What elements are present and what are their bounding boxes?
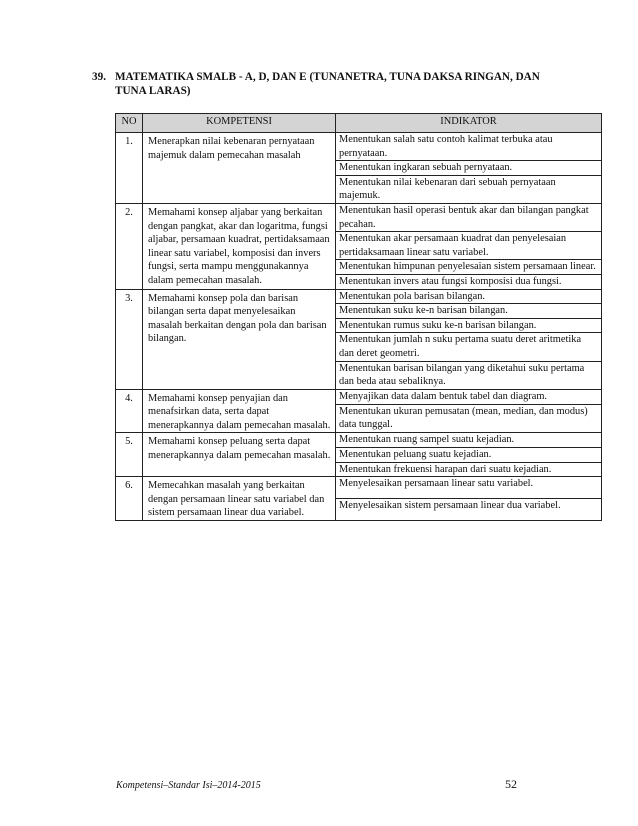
section-number: 39. bbox=[92, 71, 106, 83]
heading-text-1: MATEMATIKA SMALB - A, D, DAN E (TUNANETRA, TUNA DAKSA RINGAN, DAN bbox=[115, 71, 540, 83]
indikator-cell: Menentukan suku ke-n barisan bilangan. bbox=[336, 304, 602, 319]
heading-line-2: TUNA LARAS) bbox=[115, 85, 191, 97]
indikator-cell: Menentukan peluang suatu kejadian. bbox=[336, 448, 602, 463]
competency-table bbox=[115, 113, 602, 521]
table-body bbox=[116, 133, 602, 521]
header-indikator: INDIKATOR bbox=[336, 114, 602, 133]
table-row bbox=[116, 433, 602, 448]
kompetensi-cell: Memahami konsep penyajian dan menafsirkan data, serta dapat menerapkannya dalam pemecahan masalah. bbox=[143, 389, 336, 433]
kompetensi-cell: Memahami konsep aljabar yang berkaitan dengan pangkat, akar dan logaritma, fungsi aljabar, persamaan kuadrat, pertidaksamaan linear satu variabel, komposisi dan invers fungsi, serta mampu menggunakannya dalam pemecahan masalah. bbox=[143, 203, 336, 289]
footer-title: Kompetensi–Standar Isi–2014-2015 bbox=[116, 780, 261, 791]
kompetensi-cell: Memahami konsep pola dan barisan bilangan serta dapat menyelesaikan masalah berkaitan dengan pola dan barisan bilangan. bbox=[143, 289, 336, 389]
kompetensi-cell: Memecahkan masalah yang berkaitan dengan persamaan linear satu variabel dan sistem persamaan linear dua variabel. bbox=[143, 477, 336, 521]
table-row bbox=[116, 133, 602, 161]
kompetensi-cell: Memahami konsep peluang serta dapat menerapkannya dalam pemecahan masalah. bbox=[143, 433, 336, 477]
indikator-cell: Menyelesaikan persamaan linear satu variabel. bbox=[336, 477, 602, 499]
table-header-row bbox=[116, 114, 602, 133]
indikator-cell: Menentukan jumlah n suku pertama suatu deret aritmetika dan deret geometri. bbox=[336, 333, 602, 361]
indikator-cell: Menentukan ukuran pemusatan (mean, median, dan modus) data tunggal. bbox=[336, 404, 602, 433]
indikator-cell: Menentukan salah satu contoh kalimat terbuka atau pernyataan. bbox=[336, 133, 602, 161]
indikator-cell: Menentukan pola barisan bilangan. bbox=[336, 289, 602, 304]
page-number: 52 bbox=[505, 777, 517, 791]
row-number: 3. bbox=[116, 289, 143, 389]
indikator-cell: Menentukan ingkaran sebuah pernyataan. bbox=[336, 161, 602, 176]
indikator-cell: Menentukan invers atau fungsi komposisi dua fungsi. bbox=[336, 274, 602, 289]
header-kompetensi: KOMPETENSI bbox=[143, 114, 336, 133]
indikator-cell: Menentukan ruang sampel suatu kejadian. bbox=[336, 433, 602, 448]
table-row bbox=[116, 389, 602, 404]
table-row bbox=[116, 203, 602, 231]
row-number: 1. bbox=[116, 133, 143, 204]
row-number: 2. bbox=[116, 203, 143, 289]
row-number: 5. bbox=[116, 433, 143, 477]
indikator-cell: Menyajikan data dalam bentuk tabel dan diagram. bbox=[336, 389, 602, 404]
indikator-cell: Menentukan akar persamaan kuadrat dan penyelesaian pertidaksamaan linear satu variabel. bbox=[336, 232, 602, 260]
section-heading bbox=[92, 70, 592, 98]
indikator-cell: Menentukan rumus suku ke-n barisan bilangan. bbox=[336, 318, 602, 333]
heading-line-1 bbox=[92, 70, 592, 84]
header-no: NO bbox=[116, 114, 143, 133]
kompetensi-cell: Menerapkan nilai kebenaran pernyataan majemuk dalam pemecahan masalah bbox=[143, 133, 336, 204]
table-row bbox=[116, 477, 602, 499]
row-number: 4. bbox=[116, 389, 143, 433]
indikator-cell: Menentukan hasil operasi bentuk akar dan bilangan pangkat pecahan. bbox=[336, 203, 602, 231]
indikator-cell: Menyelesaikan sistem persamaan linear dua variabel. bbox=[336, 499, 602, 521]
indikator-cell: Menentukan himpunan penyelesaian sistem persamaan linear. bbox=[336, 260, 602, 275]
indikator-cell: Menentukan nilai kebenaran dari sebuah pernyataan majemuk. bbox=[336, 175, 602, 203]
indikator-cell: Menentukan barisan bilangan yang diketahui suku pertama dan beda atau sebaliknya. bbox=[336, 361, 602, 389]
indikator-cell: Menentukan frekuensi harapan dari suatu kejadian. bbox=[336, 462, 602, 477]
table-row bbox=[116, 289, 602, 304]
row-number: 6. bbox=[116, 477, 143, 521]
